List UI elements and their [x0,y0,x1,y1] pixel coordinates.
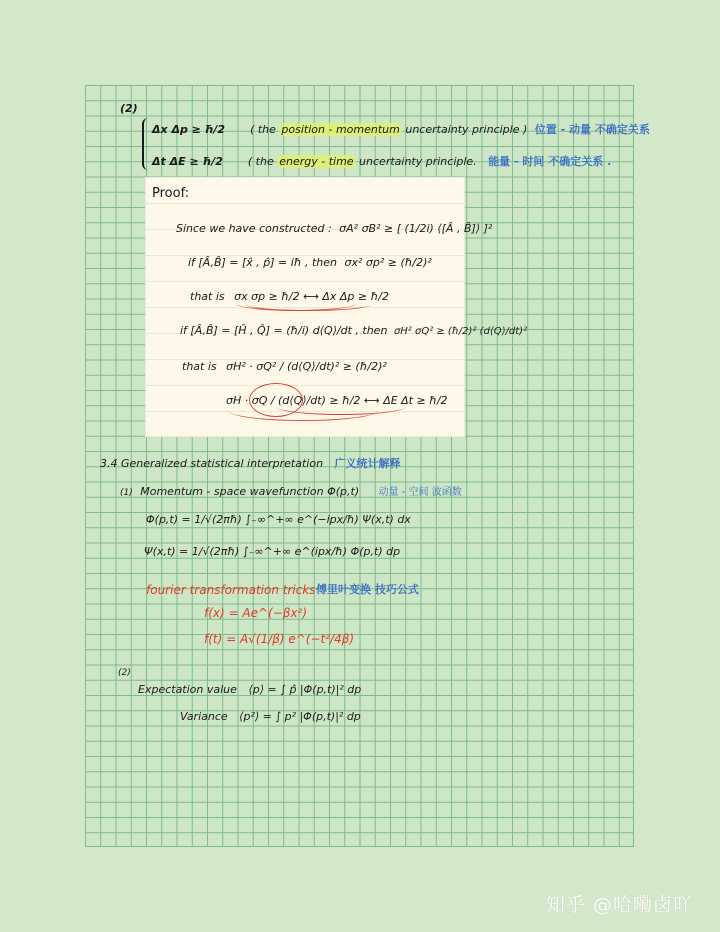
paren-open: ( the [247,155,278,168]
fourier-equation-1: f(x) = Ae^(−βx²) [204,606,308,620]
principle-text: uncertainty principle ) [401,123,528,136]
proof-line-4 [180,324,527,337]
subsection-1-label: (1) [120,488,133,498]
proof-line-1-text: Since we have constructed : [176,222,332,235]
section-2-label: (2) [120,102,138,115]
proof-line-2 [188,256,432,269]
red-link-arc-2 [246,298,371,311]
zhihu-watermark: 知乎 @哈嘞卤吖 [546,894,694,916]
proof-line-4-text: if [Â,B̂] = [Ĥ , Q̂] = (ħ/i) d⟨Q⟩/dt , then [180,324,388,337]
paren-open: ( the [250,123,280,136]
red-link-arc-4 [276,398,406,415]
proof-line-5 [182,360,387,373]
momentum-wavefunction-equation: Φ(p,t) = 1/√(2πħ) ∫₋∞^+∞ e^(−ipx/ħ) Ψ(x,t) dx [146,513,411,526]
variance-row [180,710,361,723]
expectation-row [138,683,361,696]
highlight-position-momentum: position - momentum [281,123,400,136]
cn-annotation-2: 能量 - 时间 不确定关系 . [488,155,612,168]
proof-line-3-text: that is [190,290,225,303]
principle-text: uncertainty principle. [355,155,477,168]
proof-line-1-math: σA² σB² ≥ [ (1/2i) ⟨[Â , B̂]⟩ ]² [339,222,493,235]
section-34-title: 3.4 Generalized statistical interpretation [100,457,324,470]
subsection-2-label: (2) [118,668,131,678]
proof-line-5-text: that is [182,360,217,373]
cn-annotation-1: 位置 - 动量 不确定关系 [534,123,650,136]
section-34-title-cn: 广义统计解释 [334,457,401,470]
energy-time-formula: Δt ΔE ≥ ħ/2 [152,155,223,168]
proof-line-6-math: σH · σQ / (d⟨Q⟩/dt) ≥ ħ/2 ⟷ ΔE Δt ≥ ħ/2 [226,394,448,407]
subsection-1 [120,483,462,498]
proof-line-2-math: σx² σp² ≥ (ħ/2)² [344,256,432,269]
proof-line-1 [176,222,492,235]
position-momentum-formula: Δx Δp ≥ ħ/2 [152,123,226,136]
proof-line-4-math: σH² σQ² ≥ (ħ/2)² (d⟨Q⟩/dt)² [393,326,528,337]
position-wavefunction-equation: Ψ(x,t) = 1/√(2πħ) ∫₋∞^+∞ e^(ipx/ħ) Φ(p,t) dp [144,545,401,558]
subsection-1-cn: 动量 - 空间 波函数 [378,487,462,498]
brace-symbol [142,118,150,170]
uncertainty-line-2 [152,153,611,169]
proof-title: Proof: [152,186,190,201]
subsection-1-text: Momentum - space wavefunction Φ(p,t) [140,485,360,498]
fourier-title-cn: 傅里叶变换 技巧公式 [316,583,419,596]
fourier-title: fourier transformation tricks [146,583,316,597]
expectation-label: Expectation value [138,683,237,696]
proof-line-5-math: σH² · σQ² / (d⟨Q⟩/dt)² ≥ (ħ/2)² [226,360,387,373]
proof-line-2-text: if [Â,B̂] = [x̂ , p̂] = iħ , then [188,256,337,269]
variance-label: Variance [180,710,228,723]
variance-equation: ⟨p²⟩ = ∫ p² |Φ(p,t)|² dp [239,710,361,723]
uncertainty-line-1 [152,121,650,137]
fourier-equation-2: f(t) = A√(1/β) e^(−t²/4β) [204,632,355,646]
proof-line-3-math: σx σp ≥ ħ/2 ⟷ Δx Δp ≥ ħ/2 [234,290,389,303]
expectation-equation: ⟨p⟩ = ∫ p̂ |Φ(p,t)|² dp [248,683,362,696]
highlight-energy-time: energy - time [279,155,354,168]
section-34-heading [100,455,401,471]
proof-box [146,178,528,436]
